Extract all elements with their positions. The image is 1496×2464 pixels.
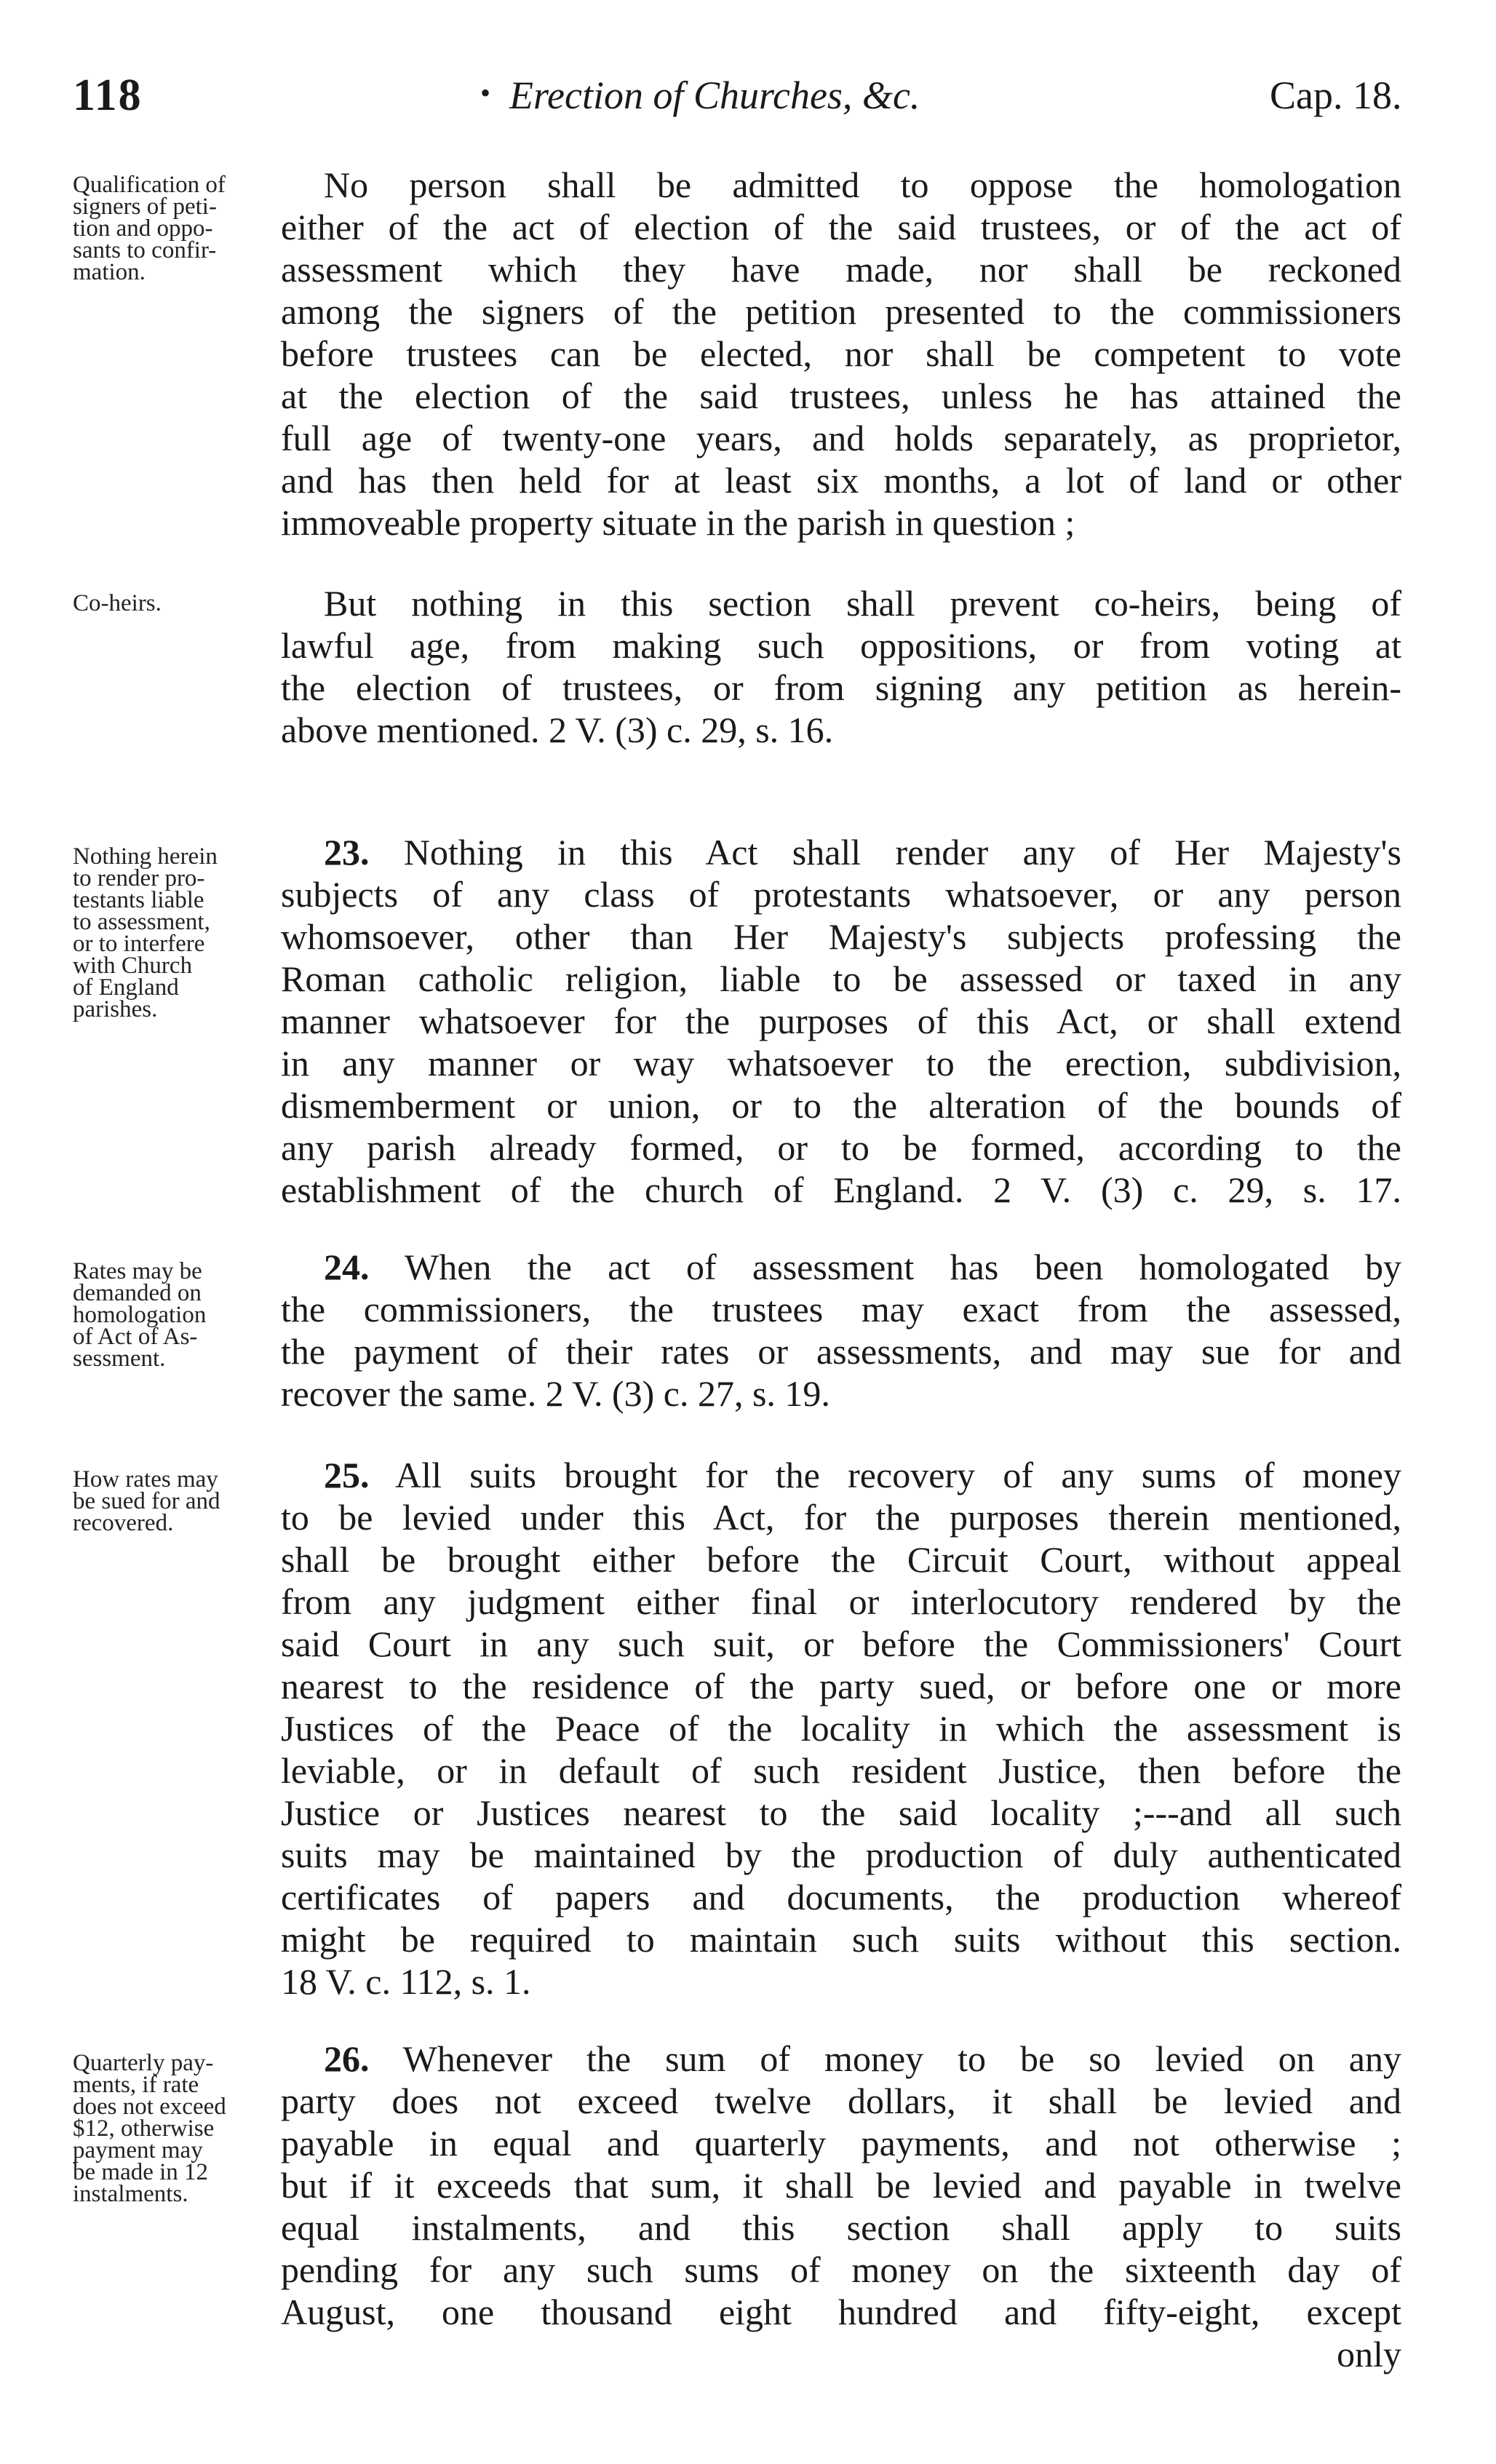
paragraph-text: When the act of assessment has been homologated by: [405, 1247, 1401, 1287]
margin-note-line: be made in 12: [73, 2159, 209, 2185]
paragraph-text: Whenever the sum of money to be so levied on any: [402, 2038, 1401, 2079]
margin-note-line: demanded on: [73, 1280, 202, 1306]
paragraph-text: Nothing in this Act shall render any of Her Majesty's: [403, 832, 1402, 873]
running-title: [480, 73, 920, 118]
paragraph-line: in any manner or way whatsoever to the erection, subdivision,: [281, 1043, 1401, 1084]
paragraph-line: nearest to the residence of the party sued, or before one or more: [281, 1666, 1401, 1706]
margin-note-line: sants to confir-: [73, 237, 217, 263]
paragraph-line: before trustees can be elected, nor shall be competent to vote: [281, 333, 1401, 374]
paragraph-line: suits may be maintained by the production of duly authenticated: [281, 1835, 1401, 1875]
margin-note-line: of England: [73, 974, 179, 1001]
paragraph-line: might be required to maintain such suits without this section.: [281, 1919, 1401, 1960]
paragraph-line: whomsoever, other than Her Majesty's subjects professing the: [281, 916, 1401, 957]
margin-note-line: or to interfere: [73, 931, 205, 957]
paragraph-line: No person shall be admitted to oppose the homologation: [324, 164, 1401, 205]
paragraph-line: only: [1337, 2334, 1401, 2374]
margin-note: [73, 174, 284, 283]
margin-note-line: ments, if rate: [73, 2072, 199, 2098]
margin-note-line: of Act of As-: [73, 1324, 198, 1350]
paragraph-line: the commissioners, the trustees may exact from the assessed,: [281, 1289, 1401, 1330]
paragraph-line: at the election of the said trustees, unless he has attained the: [281, 375, 1401, 416]
margin-note: [73, 843, 284, 1022]
paragraph-line: party does not exceed twelve dollars, it shall be levied and: [281, 2081, 1401, 2121]
margin-note-line: homologation: [73, 1302, 207, 1328]
paragraph-line: [324, 2038, 1401, 2080]
paragraph-line: any parish already formed, or to be formed, according to the: [281, 1127, 1401, 1168]
margin-note-line: Co-heirs.: [73, 590, 162, 616]
paragraph-line: But nothing in this section shall prevent co-heirs, being of: [324, 583, 1401, 624]
margin-note-line: Nothing herein: [73, 843, 218, 870]
chapter-label: Cap. 18.: [1270, 73, 1402, 117]
paragraph-line: subjects of any class of protestants whatsoever, or any person: [281, 874, 1401, 915]
margin-note-line: testants liable: [73, 887, 204, 913]
margin-note: [73, 1260, 284, 1370]
paragraph-line: but if it exceeds that sum, it shall be levied and payable in twelve: [281, 2165, 1401, 2206]
paragraph-line: [324, 1246, 1401, 1288]
paragraph-line: shall be brought either before the Circuit Court, without appeal: [281, 1539, 1401, 1580]
paragraph-line: payable in equal and quarterly payments, and not otherwise ;: [281, 2123, 1401, 2163]
section-number: 23.: [324, 832, 370, 873]
margin-note-line: mation.: [73, 259, 146, 285]
paragraph-line: and has then held for at least six months, a lot of land or other: [281, 460, 1401, 501]
paragraph-line: certificates of papers and documents, the production whereof: [281, 1877, 1401, 1917]
paragraph-line: assessment which they have made, nor shall be reckoned: [281, 249, 1401, 290]
paragraph-line: pending for any such sums of money on the sixteenth day of: [281, 2249, 1401, 2290]
paragraph-line: Justice or Justices nearest to the said locality ;---and all such: [281, 1792, 1401, 1833]
margin-note-line: Rates may be: [73, 1258, 202, 1284]
paragraph-line: to be levied under this Act, for the purposes therein mentioned,: [281, 1497, 1401, 1538]
section-number: 25.: [324, 1455, 370, 1495]
paragraph-line: equal instalments, and this section shall apply to suits: [281, 2207, 1401, 2248]
paragraph-line: Justices of the Peace of the locality in which the assessment is: [281, 1708, 1401, 1749]
paragraph-line: full age of twenty-one years, and holds separately, as proprietor,: [281, 418, 1401, 458]
margin-note: [73, 592, 284, 614]
paragraph-line: said Court in any such suit, or before the Commissioners' Court: [281, 1624, 1401, 1664]
margin-note-line: parishes.: [73, 996, 158, 1022]
margin-note: [73, 2052, 284, 2205]
paragraph-line: among the signers of the petition presented to the commissioners: [281, 291, 1401, 332]
paragraph-line: [324, 1454, 1401, 1496]
paragraph-line: above mentioned. 2 V. (3) c. 29, s. 16.: [281, 710, 834, 750]
paragraph-line: either of the act of election of the said trustees, or of the act of: [281, 207, 1401, 247]
margin-note-line: does not exceed: [73, 2094, 226, 2120]
running-title-text: Erection of Churches, &c.: [509, 73, 920, 117]
margin-note-line: to render pro-: [73, 865, 205, 891]
bullet-icon: •: [480, 76, 491, 109]
margin-note-line: be sued for and: [73, 1488, 220, 1514]
paragraph-line: manner whatsoever for the purposes of this Act, or shall extend: [281, 1001, 1401, 1041]
margin-note-line: recovered.: [73, 1510, 174, 1536]
paragraph-line: lawful age, from making such oppositions, or from voting at: [281, 625, 1401, 666]
paragraph-line: recover the same. 2 V. (3) c. 27, s. 19.: [281, 1373, 830, 1414]
section-number: 24.: [324, 1247, 370, 1287]
paragraph-line: dismemberment or union, or to the alteration of the bounds of: [281, 1085, 1401, 1126]
paragraph-line: August, one thousand eight hundred and fifty-eight, except: [281, 2292, 1401, 2332]
paragraph-line: establishment of the church of England. 2 V. (3) c. 29, s. 17.: [281, 1169, 1401, 1210]
paragraph-text: All suits brought for the recovery of any sums of money: [395, 1455, 1401, 1495]
margin-note-line: sessment.: [73, 1346, 166, 1372]
margin-note-line: Qualification of: [73, 172, 226, 198]
paragraph-line: [324, 831, 1401, 873]
section-number: 26.: [324, 2038, 370, 2079]
paragraph-line: Roman catholic religion, liable to be assessed or taxed in any: [281, 958, 1401, 999]
page-number: 118: [73, 71, 143, 120]
margin-note-line: with Church: [73, 953, 193, 979]
margin-note-line: How rates may: [73, 1466, 218, 1493]
margin-note-line: $12, otherwise: [73, 2115, 215, 2142]
paragraph-line: the payment of their rates or assessments, and may sue for and: [281, 1331, 1401, 1372]
margin-note-line: to assessment,: [73, 909, 210, 935]
paragraph-line: 18 V. c. 112, s. 1.: [281, 1961, 531, 2002]
paragraph-line: leviable, or in default of such resident Justice, then before the: [281, 1750, 1401, 1791]
paragraph-line: from any judgment either final or interlocutory rendered by the: [281, 1581, 1401, 1622]
margin-note-line: signers of peti-: [73, 194, 217, 220]
margin-note-line: tion and oppo-: [73, 215, 213, 242]
margin-note-line: instalments.: [73, 2181, 188, 2207]
page-header: [0, 70, 1496, 135]
paragraph-line: immoveable property situate in the parish in question ;: [281, 502, 1075, 543]
margin-note-line: payment may: [73, 2137, 203, 2163]
paragraph-line: the election of trustees, or from signing any petition as herein-: [281, 667, 1401, 708]
margin-note-line: Quarterly pay-: [73, 2050, 214, 2076]
margin-note: [73, 1466, 284, 1536]
